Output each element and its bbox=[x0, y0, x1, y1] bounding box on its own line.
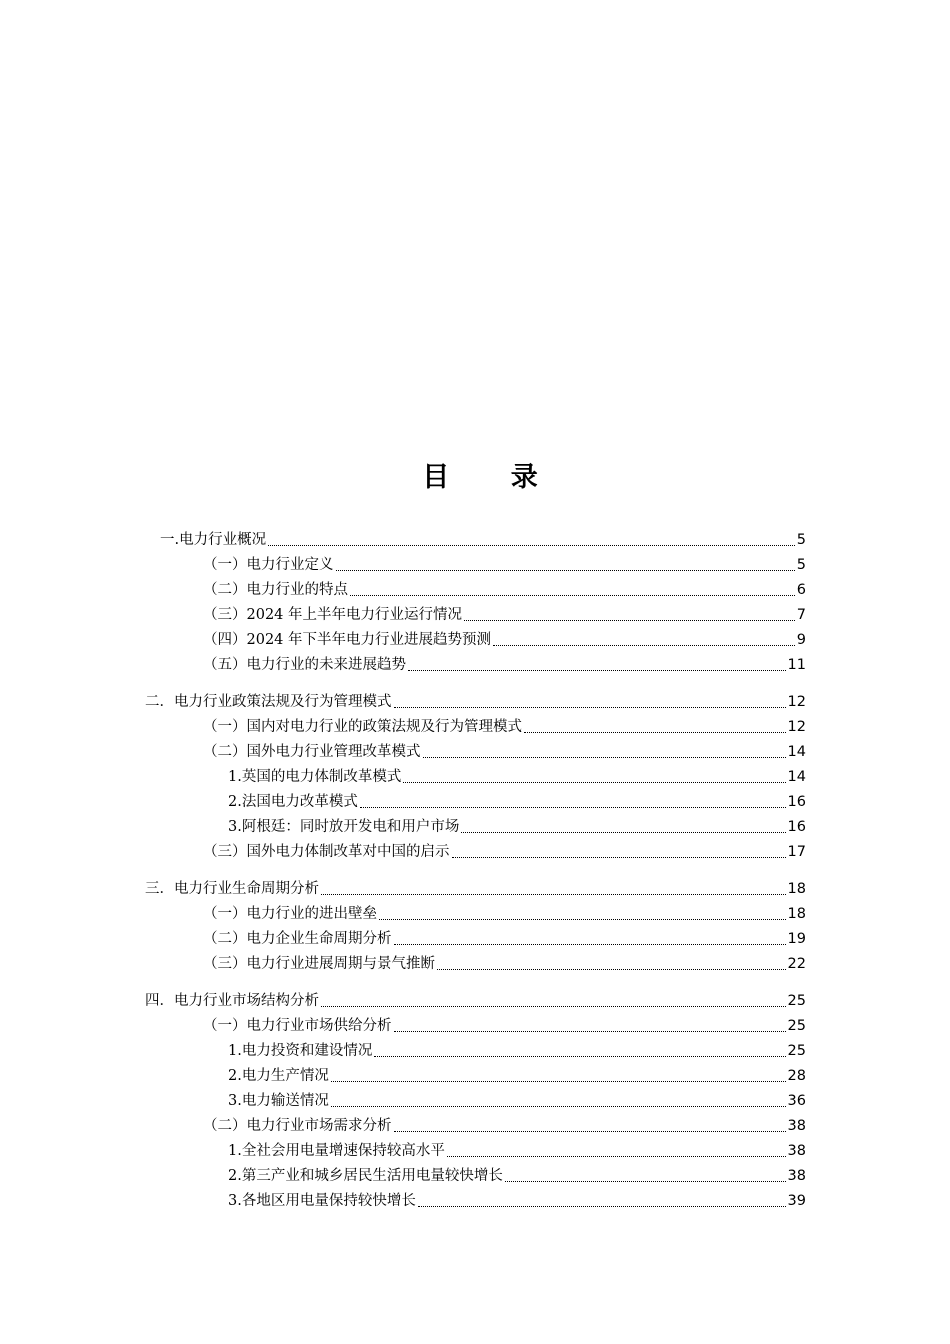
toc-entry[interactable] bbox=[203, 840, 806, 865]
toc-entry-label: （二）电力行业市场需求分析 bbox=[203, 1118, 392, 1134]
toc-entry[interactable] bbox=[228, 1064, 806, 1089]
toc-entry-label: （一）电力行业定义 bbox=[203, 557, 334, 573]
toc-entry-page: 11 bbox=[787, 657, 806, 673]
toc-dot-leader bbox=[394, 1031, 786, 1032]
toc-entry-page: 36 bbox=[787, 1093, 806, 1109]
toc-entry-page: 19 bbox=[787, 931, 806, 947]
toc-entry-label: 2.第三产业和城乡居民生活用电量较快增长 bbox=[228, 1168, 503, 1184]
toc-dot-leader bbox=[423, 757, 786, 758]
toc-entry-page: 22 bbox=[787, 956, 806, 972]
toc-entry-page: 12 bbox=[787, 719, 806, 735]
toc-entry[interactable] bbox=[203, 952, 806, 977]
toc-dot-leader bbox=[408, 670, 786, 671]
toc-entry-page: 14 bbox=[787, 769, 806, 785]
toc-entry[interactable] bbox=[160, 528, 806, 553]
toc-entry-page: 5 bbox=[796, 532, 806, 548]
toc-entry-page: 38 bbox=[787, 1143, 806, 1159]
toc-entry-label: 3.各地区用电量保持较快增长 bbox=[228, 1193, 416, 1209]
toc-entry[interactable] bbox=[203, 1114, 806, 1139]
toc-dot-leader bbox=[418, 1206, 786, 1207]
toc-entry-label: （三）2024 年上半年电力行业运行情况 bbox=[203, 607, 463, 623]
toc-entry-page: 25 bbox=[787, 993, 806, 1009]
toc-entry-page: 7 bbox=[796, 607, 806, 623]
toc-entry[interactable] bbox=[228, 1189, 806, 1214]
toc-entry-page: 25 bbox=[787, 1043, 806, 1059]
toc-entry-label: 2.电力生产情况 bbox=[228, 1068, 329, 1084]
toc-entry[interactable] bbox=[145, 989, 806, 1014]
toc-dot-leader bbox=[452, 857, 786, 858]
toc-entry-page: 14 bbox=[787, 744, 806, 760]
toc-entry[interactable] bbox=[228, 1039, 806, 1064]
toc-entry-label: 三．电力行业生命周期分析 bbox=[145, 881, 319, 897]
toc-entry-label: （二）国外电力行业管理改革模式 bbox=[203, 744, 421, 760]
toc-dot-leader bbox=[403, 782, 785, 783]
toc-entry-label: （三）电力行业进展周期与景气推断 bbox=[203, 956, 435, 972]
toc-entry[interactable] bbox=[203, 740, 806, 765]
toc-dot-leader bbox=[394, 1131, 786, 1132]
toc-entry[interactable] bbox=[203, 927, 806, 952]
toc-dot-leader bbox=[336, 570, 795, 571]
toc-entry-label: 3.阿根廷：同时放开发电和用户市场 bbox=[228, 819, 460, 835]
toc-dot-leader bbox=[360, 807, 786, 808]
toc-entry-page: 16 bbox=[787, 819, 806, 835]
toc-dot-leader bbox=[461, 832, 785, 833]
toc-entry-label: （五）电力行业的未来进展趋势 bbox=[203, 657, 406, 673]
toc-entry[interactable] bbox=[228, 815, 806, 840]
toc-entry[interactable] bbox=[145, 690, 806, 715]
toc-entry[interactable] bbox=[228, 765, 806, 790]
toc-entry-page: 38 bbox=[787, 1118, 806, 1134]
toc-dot-leader bbox=[447, 1156, 786, 1157]
toc-dot-leader bbox=[268, 545, 795, 546]
toc-dot-leader bbox=[374, 1056, 785, 1057]
toc-entry[interactable] bbox=[203, 1014, 806, 1039]
toc-entry-page: 17 bbox=[787, 844, 806, 860]
toc-dot-leader bbox=[350, 595, 795, 596]
toc-dot-leader bbox=[379, 919, 786, 920]
toc-dot-leader bbox=[331, 1081, 786, 1082]
toc-entry-page: 12 bbox=[787, 694, 806, 710]
toc-dot-leader bbox=[524, 732, 786, 733]
toc-dot-leader bbox=[505, 1181, 786, 1182]
toc-entry-page: 16 bbox=[787, 794, 806, 810]
toc-entry-page: 18 bbox=[787, 906, 806, 922]
toc-entry-page: 9 bbox=[796, 632, 806, 648]
toc-entry-label: 1.全社会用电量增速保持较高水平 bbox=[228, 1143, 445, 1159]
toc-entry[interactable] bbox=[203, 902, 806, 927]
toc-entry-page: 28 bbox=[787, 1068, 806, 1084]
toc-entry[interactable] bbox=[228, 790, 806, 815]
toc-entry-page: 6 bbox=[796, 582, 806, 598]
toc-entry[interactable] bbox=[228, 1089, 806, 1114]
toc-entry-label: （一）电力行业的进出壁垒 bbox=[203, 906, 377, 922]
toc-dot-leader bbox=[394, 944, 786, 945]
toc-title: 目 录 bbox=[422, 462, 564, 493]
toc-entry[interactable] bbox=[145, 877, 806, 902]
toc-entry-label: 1.电力投资和建设情况 bbox=[228, 1043, 373, 1059]
toc-entry-label: 2.法国电力改革模式 bbox=[228, 794, 358, 810]
toc-entry-label: （二）电力行业的特点 bbox=[203, 582, 348, 598]
toc-entry-page: 38 bbox=[787, 1168, 806, 1184]
toc-entry[interactable] bbox=[203, 628, 806, 653]
toc-dot-leader bbox=[394, 707, 786, 708]
toc-entry-label: （二）电力企业生命周期分析 bbox=[203, 931, 392, 947]
toc-entry-page: 5 bbox=[796, 557, 806, 573]
toc-entry[interactable] bbox=[203, 553, 806, 578]
toc-entry-page: 39 bbox=[787, 1193, 806, 1209]
toc-entry-label: 1.英国的电力体制改革模式 bbox=[228, 769, 402, 785]
toc-dot-leader bbox=[321, 1006, 786, 1007]
toc-entry[interactable] bbox=[228, 1164, 806, 1189]
toc-entry-label: 二．电力行业政策法规及行为管理模式 bbox=[145, 694, 392, 710]
toc-entry-page: 25 bbox=[787, 1018, 806, 1034]
toc-entry-label: 四．电力行业市场结构分析 bbox=[145, 993, 319, 1009]
toc-entry-label: （一）国内对电力行业的政策法规及行为管理模式 bbox=[203, 719, 522, 735]
toc-entry-label: （一）电力行业市场供给分析 bbox=[203, 1018, 392, 1034]
toc-dot-leader bbox=[464, 620, 795, 621]
toc-entry[interactable] bbox=[203, 715, 806, 740]
toc-entry-label: （三）国外电力体制改革对中国的启示 bbox=[203, 844, 450, 860]
toc-entry-label: 3.电力输送情况 bbox=[228, 1093, 329, 1109]
toc-entry[interactable] bbox=[228, 1139, 806, 1164]
toc-dot-leader bbox=[331, 1106, 786, 1107]
toc-dot-leader bbox=[437, 969, 786, 970]
toc-entry[interactable] bbox=[203, 578, 806, 603]
toc-entry[interactable] bbox=[203, 653, 806, 678]
toc-dot-leader bbox=[493, 645, 795, 646]
toc-entry-label: （四）2024 年下半年电力行业进展趋势预测 bbox=[203, 632, 492, 648]
toc-entry-label: 一.电力行业概况 bbox=[160, 532, 267, 548]
toc-entry[interactable] bbox=[203, 603, 806, 628]
toc-dot-leader bbox=[321, 894, 786, 895]
toc-entry-page: 18 bbox=[787, 881, 806, 897]
